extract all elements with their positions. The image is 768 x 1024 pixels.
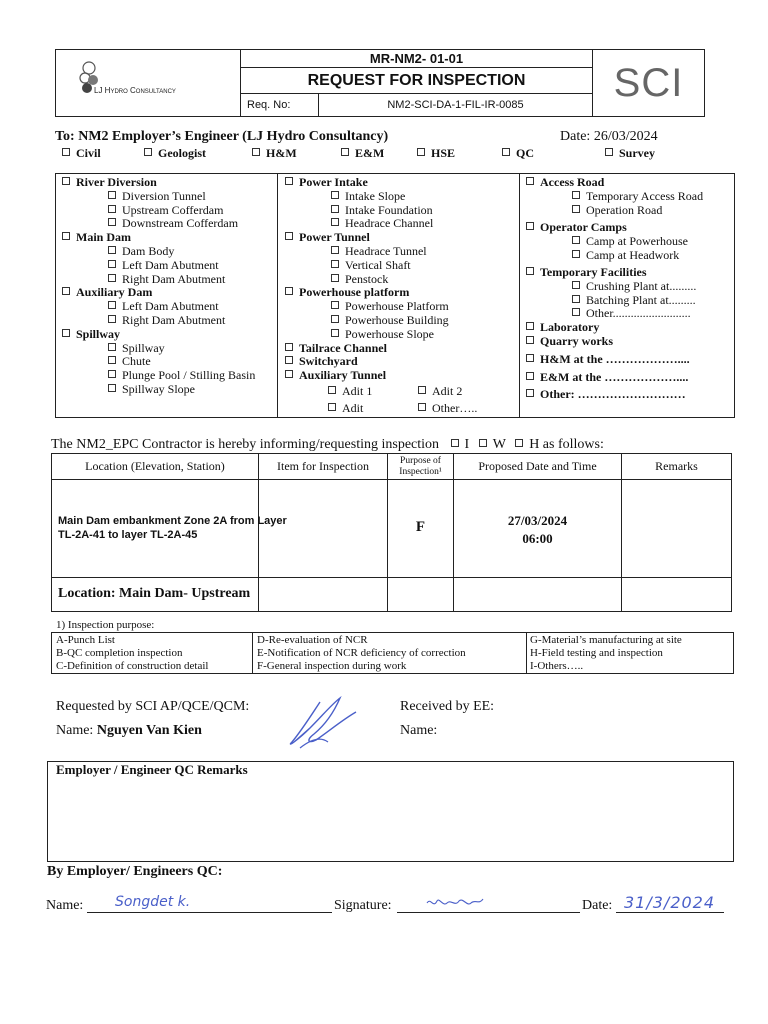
works-column-3-low [526, 266, 731, 321]
works-item[interactable] [285, 314, 515, 328]
checkbox[interactable] [108, 343, 116, 351]
discipline-row [62, 146, 702, 160]
discipline-civil[interactable]: Civil [62, 146, 101, 161]
works-section[interactable] [526, 266, 731, 280]
checkbox[interactable] [108, 384, 116, 392]
works-item[interactable] [62, 217, 272, 231]
works-section[interactable] [285, 355, 515, 369]
works-label: Intake Foundation [345, 202, 433, 217]
works-label: Camp at Powerhouse [586, 233, 688, 248]
works-label: Temporary Facilities [540, 265, 647, 279]
checkbox[interactable] [572, 250, 580, 258]
works-item[interactable] [62, 259, 272, 273]
works-label: Temporary Access Road [586, 188, 704, 203]
works-item[interactable] [526, 235, 731, 249]
works-label: Main Dam [76, 230, 131, 245]
works-label: Auxiliary Dam [76, 285, 153, 300]
checkbox[interactable] [526, 267, 534, 275]
works-item[interactable] [62, 342, 272, 356]
works-column-1 [62, 176, 272, 397]
requester-signature [280, 690, 370, 754]
discipline-geologist[interactable]: Geologist [144, 146, 206, 161]
checkbox[interactable] [62, 287, 70, 295]
works-section[interactable] [62, 176, 272, 190]
discipline-hse[interactable]: HSE [417, 146, 455, 161]
works-section[interactable] [285, 286, 515, 300]
works-item[interactable] [285, 328, 515, 342]
works-item[interactable] [285, 273, 515, 287]
col-header-date: Proposed Date and Time [478, 459, 597, 473]
works-section[interactable] [285, 176, 515, 190]
works-label: Penstock [345, 271, 389, 286]
checkbox[interactable] [331, 246, 339, 254]
discipline-em[interactable]: E&M [341, 146, 384, 161]
checkbox[interactable] [108, 274, 116, 282]
qc-remarks-box [47, 761, 734, 862]
checkbox[interactable] [108, 356, 116, 364]
works-label: Powerhouse Platform [345, 299, 449, 314]
works-item[interactable] [526, 249, 731, 263]
footer-name-label: Name: [46, 898, 84, 913]
works-label: Quarry works [540, 334, 613, 348]
works-label: Dam Body [122, 243, 175, 258]
checkbox[interactable] [108, 370, 116, 378]
works-label: Spillway [76, 326, 121, 341]
checkbox[interactable] [331, 315, 339, 323]
checkbox[interactable] [108, 315, 116, 323]
checkbox[interactable] [526, 177, 534, 185]
works-column-2 [285, 176, 515, 383]
footer-date-value: 31/3/2024 [624, 893, 716, 912]
checkbox[interactable] [572, 281, 580, 289]
works-label: Right Dam Abutment [122, 312, 226, 327]
works-section[interactable] [526, 176, 731, 190]
works-item[interactable] [62, 204, 272, 218]
works-label: Right Dam Abutment [122, 271, 226, 286]
row-purpose: F [415, 519, 426, 535]
received-by-label: Received by EE: [400, 699, 495, 714]
col-header-item: Item for Inspection [277, 459, 369, 473]
works-label: Chute [122, 354, 151, 369]
works-item[interactable] [62, 383, 272, 397]
works-label: Upstream Cofferdam [122, 202, 224, 217]
works-label: Access Road [540, 175, 605, 189]
checkbox[interactable] [62, 177, 70, 185]
works-column-3-top [526, 176, 731, 217]
works-label: Other.......................... [586, 306, 691, 321]
checkbox[interactable] [62, 232, 70, 240]
req-no-value: NM2-SCI-DA-1-FIL-IR-0085 [319, 94, 593, 116]
form-title: REQUEST FOR INSPECTION [241, 68, 593, 94]
adit-other-option[interactable]: Other….. [418, 400, 477, 416]
adit-option[interactable]: Adit [328, 400, 363, 416]
works-label: Headrace Channel [345, 216, 434, 231]
checkbox[interactable] [108, 301, 116, 309]
footer-date-label: Date: [582, 898, 613, 913]
purpose-col-2: D-Re-evaluation of NCR E-Notification of NCR deficiency of correction F-General inspection during work [257, 634, 466, 672]
works-label: E&M at the ……………….... [540, 370, 689, 384]
receiver-name-label: Name: [400, 723, 438, 738]
inform-option-w[interactable]: W [479, 437, 506, 452]
works-item[interactable] [526, 294, 731, 308]
checkbox[interactable] [331, 218, 339, 226]
works-item[interactable] [285, 245, 515, 259]
works-item[interactable] [526, 280, 731, 294]
checkbox[interactable] [572, 308, 580, 316]
checkbox[interactable] [285, 356, 293, 364]
checkbox[interactable] [331, 274, 339, 282]
brand-logo: SCI [613, 61, 684, 105]
works-label: Powerhouse platform [299, 285, 410, 300]
inform-option-i[interactable]: I [451, 437, 470, 452]
works-item[interactable] [62, 369, 272, 383]
checkbox[interactable] [285, 343, 293, 351]
purpose-legend [51, 632, 734, 674]
checkbox[interactable] [331, 205, 339, 213]
checkbox[interactable] [331, 260, 339, 268]
works-section[interactable] [62, 286, 272, 300]
works-section[interactable] [526, 320, 599, 335]
form-code: MR-NM2- 01-01 [241, 50, 593, 68]
works-section[interactable] [526, 370, 688, 385]
works-item[interactable] [62, 314, 272, 328]
requested-by-label: Requested by SCI AP/QCE/QCM: [56, 699, 250, 714]
checkbox[interactable] [572, 191, 580, 199]
works-label: Power Tunnel [299, 230, 370, 245]
checkbox[interactable] [526, 222, 534, 230]
footer-signature-label: Signature: [334, 898, 392, 913]
checkbox[interactable] [526, 336, 534, 344]
request-date: Date: 26/03/2024 [560, 129, 658, 144]
qc-remarks-title: Employer / Engineer QC Remarks [56, 762, 248, 777]
checkbox[interactable] [108, 246, 116, 254]
works-item[interactable] [62, 273, 272, 287]
works-label: Vertical Shaft [345, 257, 411, 272]
works-label: Power Intake [299, 175, 368, 189]
works-item[interactable] [526, 204, 731, 218]
works-label: River Diversion [76, 175, 157, 189]
works-item[interactable] [285, 217, 515, 231]
works-item[interactable] [285, 259, 515, 273]
purpose-col-3: G-Material’s manufacturing at site H-Field testing and inspection I-Others….. [530, 634, 682, 672]
works-label: Spillway [122, 340, 165, 355]
works-section[interactable] [526, 334, 613, 349]
requester-name: Name: Nguyen Van Kien [56, 723, 202, 738]
works-label: Operator Camps [540, 220, 627, 234]
inspection-table [51, 453, 732, 612]
discipline-survey[interactable]: Survey [605, 146, 655, 161]
works-label: Other: ……………………… [540, 387, 686, 401]
inform-line: The NM2_EPC Contractor is hereby informing/requesting inspection I W H as follows: [51, 437, 604, 452]
purpose-col-1: A-Punch List B-QC completion inspection C-Definition of construction detail [56, 634, 209, 672]
row-proposed-date: 27/03/2024 06:00 [507, 513, 568, 546]
checkbox[interactable] [108, 205, 116, 213]
works-label: Auxiliary Tunnel [299, 368, 387, 383]
works-label: Tailrace Channel [299, 340, 387, 355]
adit-2-option[interactable]: Adit 2 [418, 383, 462, 399]
checkbox[interactable] [331, 329, 339, 337]
checkbox[interactable] [62, 329, 70, 337]
works-item[interactable] [285, 204, 515, 218]
works-column-3-mid [526, 221, 731, 262]
footer-name-value: Songdet k. [115, 894, 191, 910]
req-no-label: Req. No: [241, 94, 319, 116]
adit-options [328, 383, 518, 417]
col-header-purpose: Purpose of Inspection¹ [399, 456, 442, 477]
works-item[interactable] [62, 190, 272, 204]
checkbox[interactable] [108, 218, 116, 226]
inform-option-h[interactable]: H as follows: [515, 437, 604, 452]
works-section[interactable] [285, 342, 515, 356]
works-label: Left Dam Abutment [122, 257, 219, 272]
works-item[interactable] [62, 300, 272, 314]
checkbox[interactable] [108, 191, 116, 199]
adit-1-option[interactable]: Adit 1 [328, 383, 372, 399]
works-section[interactable] [285, 231, 515, 245]
logo-text: LJ Hydro Consultancy [94, 86, 176, 95]
checkbox[interactable] [526, 322, 534, 330]
works-item[interactable] [526, 190, 731, 204]
row-location: Main Dam embankment Zone 2A from Layer TL-2A-41 to layer TL-2A-45 [58, 515, 287, 541]
works-label: Crushing Plant at......... [586, 278, 697, 293]
col-header-location: Location (Elevation, Station) [85, 459, 225, 473]
works-label: Powerhouse Slope [345, 326, 434, 341]
works-label: Downstream Cofferdam [122, 216, 239, 231]
checkbox[interactable] [331, 191, 339, 199]
purpose-title: 1) Inspection purpose: [56, 619, 155, 631]
works-label: Batching Plant at......... [586, 292, 696, 307]
works-label: Headrace Tunnel [345, 243, 427, 258]
footer-signature [425, 895, 485, 911]
works-section[interactable] [62, 328, 272, 342]
discipline-qc[interactable]: QC [502, 146, 534, 161]
checkbox[interactable] [108, 260, 116, 268]
checkbox[interactable] [285, 370, 293, 378]
col-header-remarks: Remarks [655, 459, 698, 473]
works-section[interactable] [526, 221, 731, 235]
works-label: Switchyard [299, 354, 358, 369]
checkbox[interactable] [526, 354, 534, 362]
works-label: Plunge Pool / Stilling Basin [122, 368, 256, 383]
checkbox[interactable] [285, 287, 293, 295]
works-label: H&M at the ……………….... [540, 352, 690, 366]
checkbox[interactable] [572, 205, 580, 213]
works-label: Powerhouse Building [345, 312, 449, 327]
works-section[interactable] [285, 369, 515, 383]
works-label: Camp at Headwork [586, 247, 680, 262]
works-section[interactable] [526, 387, 686, 402]
checkbox[interactable] [285, 177, 293, 185]
form-header [55, 49, 705, 117]
by-qc-label: By Employer/ Engineers QC: [47, 864, 223, 879]
works-label: Diversion Tunnel [122, 188, 206, 203]
logo-area [56, 50, 241, 116]
works-label: Operation Road [586, 202, 663, 217]
works-item[interactable] [285, 300, 515, 314]
works-item[interactable] [62, 355, 272, 369]
works-section[interactable] [526, 352, 690, 367]
to-line: To: NM2 Employer’s Engineer (LJ Hydro Consultancy) [55, 129, 389, 144]
checkbox[interactable] [572, 236, 580, 244]
checkbox[interactable] [526, 372, 534, 380]
checkbox[interactable] [526, 389, 534, 397]
works-label: Laboratory [540, 320, 600, 334]
checkbox[interactable] [572, 295, 580, 303]
checkbox[interactable] [285, 232, 293, 240]
works-box [55, 173, 735, 418]
works-label: Left Dam Abutment [122, 299, 219, 314]
discipline-hm[interactable]: H&M [252, 146, 297, 161]
works-section[interactable] [62, 231, 272, 245]
works-item[interactable] [285, 190, 515, 204]
works-item[interactable] [62, 245, 272, 259]
row2-location: Location: Main Dam- Upstream [58, 586, 251, 601]
works-label: Spillway Slope [122, 381, 196, 396]
works-label: Intake Slope [345, 188, 406, 203]
checkbox[interactable] [331, 301, 339, 309]
